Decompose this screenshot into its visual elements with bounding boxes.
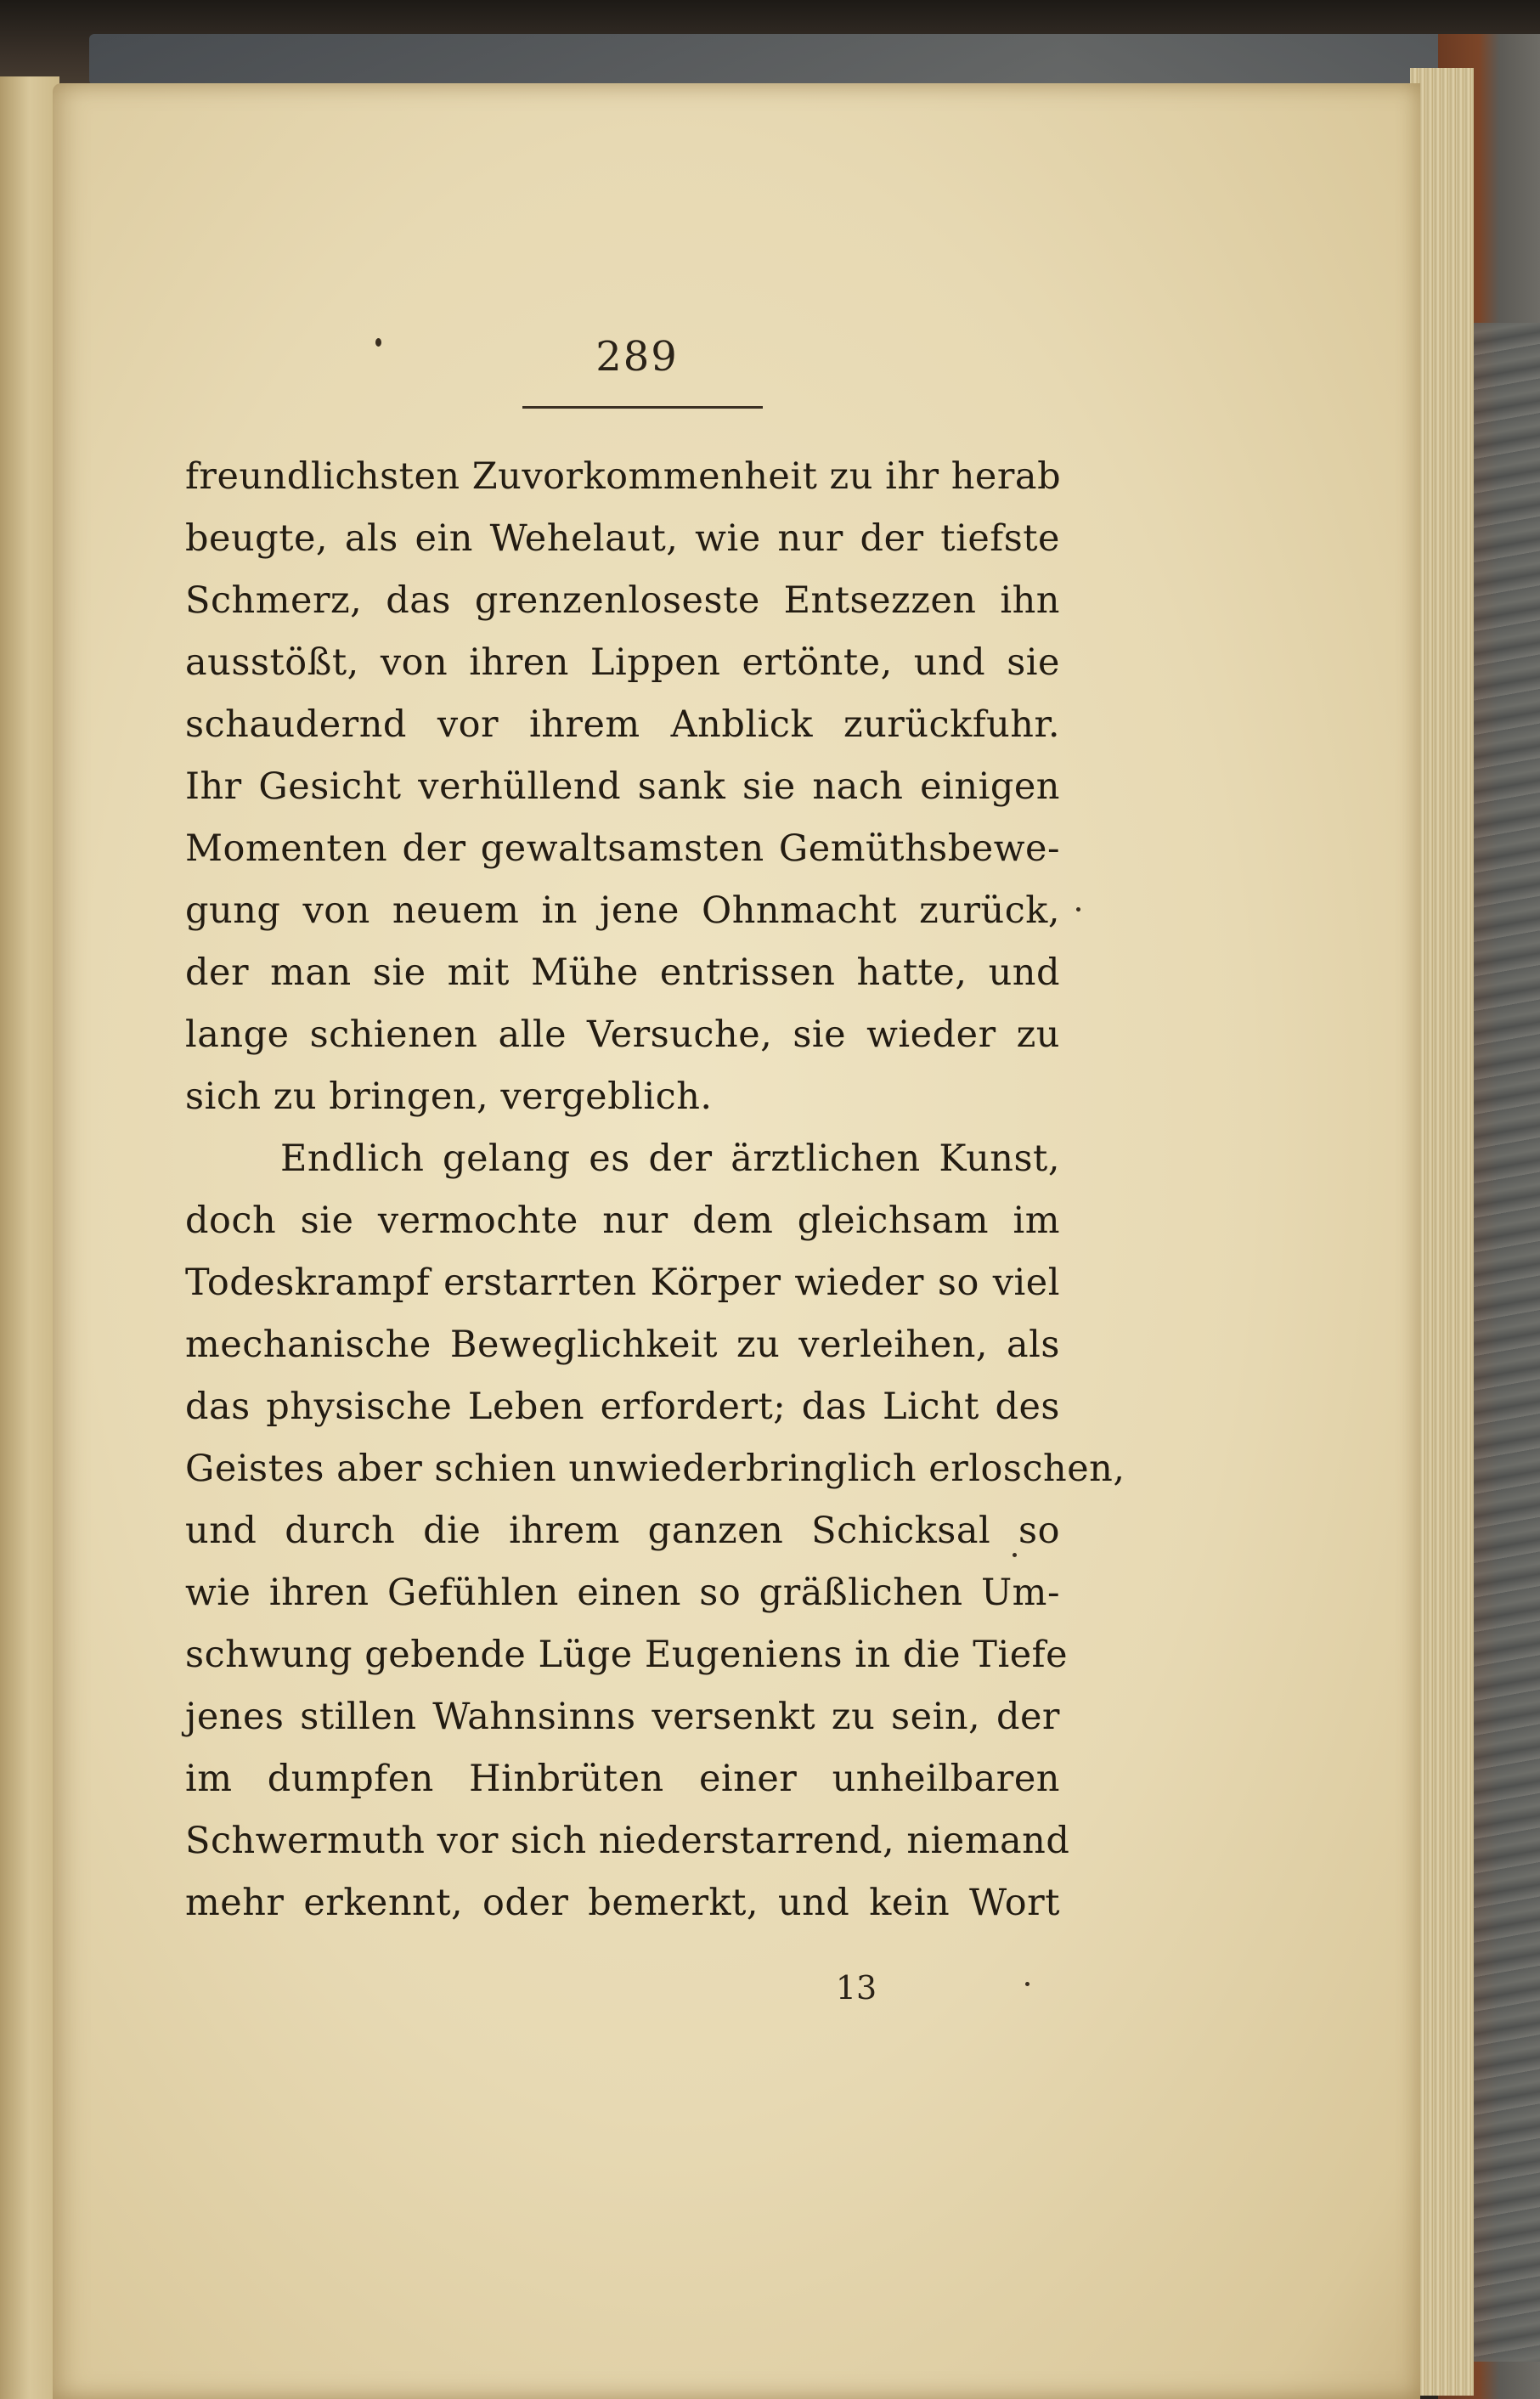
text-line: Geistes aber schien unwiederbringlich erloschen, [185, 1448, 1125, 1490]
text-line: mechanische Beweglichkeit zu verleihen, als [185, 1324, 1060, 1366]
text-line: wie ihren Gefühlen einen so gräßlichen Um- [185, 1572, 1060, 1614]
cover-marbling [1464, 323, 1540, 2362]
text-line: mehr erkennt, oder bemerkt, und kein Wort [185, 1882, 1060, 1924]
text-line: im dumpfen Hinbrüten einer unheilbaren [185, 1758, 1060, 1800]
text-line: jenes stillen Wahnsinns versenkt zu sein, der [185, 1696, 1060, 1738]
page-number: 289 [595, 333, 679, 381]
ink-speck [375, 338, 381, 347]
text-line: gung von neuem in jene Ohnmacht zurück, [185, 889, 1060, 932]
text-line: Schmerz, das grenzenloseste Entsezzen ihn [185, 579, 1060, 622]
facing-page-edge [0, 76, 59, 2399]
text-line: Ihr Gesicht verhüllend sank sie nach einigen [185, 765, 1060, 808]
text-line: Endlich gelang es der ärztlichen Kunst, [280, 1137, 1060, 1180]
text-line: lange schienen alle Versuche, sie wieder zu [185, 1013, 1060, 1056]
text-line: der man sie mit Mühe entrissen hatte, und [185, 951, 1060, 994]
ink-speck [1025, 1982, 1029, 1986]
ink-speck [1076, 907, 1080, 912]
text-line: Todeskrampf erstarrten Körper wieder so viel [185, 1262, 1060, 1304]
signature-mark: 13 [835, 1969, 877, 2007]
text-line: freundlichsten Zuvorkommenheit zu ihr herab [185, 455, 1062, 498]
text-line: ausstößt, von ihren Lippen ertönte, und sie [185, 641, 1060, 684]
text-line: Momenten der gewaltsamsten Gemüthsbewe- [185, 827, 1060, 870]
text-line: das physische Leben erfordert; das Licht des [185, 1386, 1060, 1428]
text-line: schwung gebende Lüge Eugeniens in die Tiefe [185, 1634, 1069, 1676]
body-text [185, 446, 1125, 1934]
text-line: schaudernd vor ihrem Anblick zurückfuhr. [185, 703, 1060, 746]
text-line: sich zu bringen, vergeblich. [185, 1075, 713, 1118]
text-line: Schwermuth vor sich niederstarrend, niemand [185, 1820, 1070, 1862]
book-spine-edge [89, 34, 1482, 85]
text-line: doch sie vermochte nur dem gleichsam im [185, 1200, 1060, 1242]
text-line: beugte, als ein Wehelaut, wie nur der tiefste [185, 517, 1060, 560]
text-line: und durch die ihrem ganzen Schicksal so [185, 1510, 1060, 1552]
header-rule [522, 406, 763, 409]
